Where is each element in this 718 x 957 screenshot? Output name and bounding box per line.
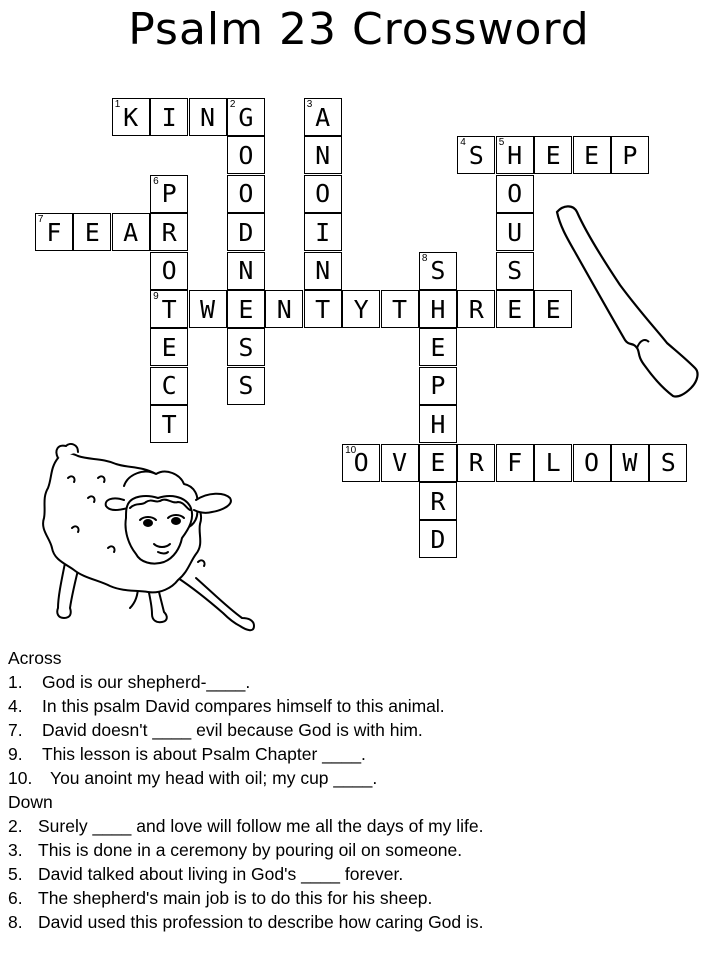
cell-letter: T	[391, 294, 408, 324]
grid-cell	[227, 136, 265, 174]
grid-cell	[496, 136, 534, 174]
clue-number: 3	[306, 99, 313, 110]
cell-letter: N	[315, 256, 331, 286]
grid-cell	[419, 252, 457, 290]
grid-cell	[150, 213, 188, 251]
grid-cell	[496, 175, 534, 213]
clue-across-10: 10. You anoint my head with oil; my cup ____.	[8, 768, 378, 788]
clue-number: 7	[37, 214, 44, 226]
cell-letter: S	[238, 332, 254, 362]
clue-number: 6	[153, 175, 159, 187]
cell-letter: E	[238, 294, 254, 324]
cell-letter: R	[430, 486, 446, 516]
clue-down-5: 5. David talked about living in God's ____ forever.	[8, 864, 404, 884]
grid-cell	[150, 252, 188, 290]
cell-letter: P	[430, 371, 446, 401]
grid-cell	[457, 444, 495, 482]
grid-cell	[419, 405, 457, 443]
cell-letter: E	[84, 217, 100, 247]
grid-cell	[342, 444, 380, 482]
cell-letter: T	[315, 294, 331, 324]
grid-cell	[534, 444, 572, 482]
page-title: Psalm 23 Crossword	[128, 4, 590, 55]
sheep-icon	[28, 438, 268, 643]
cell-letter: C	[161, 371, 177, 401]
grid-cell	[189, 98, 227, 136]
cell-letter: F	[507, 448, 523, 478]
cell-letter: I	[161, 102, 177, 132]
cell-letter: K	[123, 102, 139, 132]
grid-cell	[227, 98, 265, 136]
clue-across-7: 7. David doesn't ____ evil because God is with him.	[8, 720, 423, 740]
grid-cell	[496, 444, 534, 482]
grid-cell	[419, 444, 457, 482]
cell-letter: E	[161, 332, 177, 362]
grid-cell	[150, 328, 188, 366]
clue-number: 9	[153, 291, 159, 302]
down-heading: Down	[8, 792, 53, 812]
grid-cell	[73, 213, 111, 251]
staff-icon	[545, 200, 705, 410]
grid-cell	[419, 290, 457, 328]
cell-letter: A	[315, 102, 331, 132]
grid-cell	[150, 290, 188, 328]
grid-cell	[265, 290, 303, 328]
cell-letter: E	[507, 294, 523, 324]
cell-letter: H	[507, 140, 523, 170]
grid-cell	[611, 444, 649, 482]
clue-list	[8, 646, 708, 934]
cell-letter: E	[545, 140, 561, 170]
across-heading: Across	[8, 648, 62, 668]
cell-letter: O	[238, 140, 254, 170]
cell-letter: P	[622, 140, 638, 170]
cell-letter: H	[430, 409, 446, 439]
cell-letter: N	[238, 256, 254, 286]
grid-cell	[227, 328, 265, 366]
clue-number: 2	[229, 99, 236, 110]
cell-letter: R	[161, 217, 177, 247]
grid-cell	[304, 175, 342, 213]
cell-letter: S	[430, 256, 446, 286]
cell-letter: R	[468, 294, 484, 324]
grid-cell	[112, 213, 150, 251]
grid-cell	[457, 290, 495, 328]
cell-letter: O	[315, 179, 331, 209]
cell-letter: A	[123, 217, 139, 247]
grid-cell	[457, 136, 495, 174]
grid-cell	[304, 136, 342, 174]
grid-cell	[611, 136, 649, 174]
grid-cell	[496, 252, 534, 290]
clue-number: 1	[114, 99, 121, 110]
clue-number: 10	[345, 444, 357, 456]
cell-letter: N	[315, 140, 331, 170]
grid-cell	[304, 213, 342, 251]
grid-cell	[419, 482, 457, 520]
cell-letter: L	[545, 448, 561, 478]
grid-cell	[573, 444, 611, 482]
cell-letter: F	[46, 217, 62, 247]
clue-number: 4	[460, 137, 466, 149]
grid-cell	[496, 213, 534, 251]
cell-letter: P	[161, 179, 177, 209]
cell-letter: O	[583, 448, 600, 478]
clue-down-2: 2. Surely ____ and love will follow me all the days of my life.	[8, 816, 484, 836]
grid-cell	[534, 136, 572, 174]
cell-letter: N	[276, 294, 292, 324]
cell-letter: E	[583, 140, 600, 170]
grid-cell	[227, 213, 265, 251]
cell-letter: O	[507, 179, 523, 209]
clue-down-6: 6. The shepherd's main job is to do this for his sheep.	[8, 888, 433, 908]
cell-letter: H	[430, 294, 446, 324]
grid-cell	[227, 252, 265, 290]
cell-letter: E	[430, 448, 446, 478]
clue-number: 8	[421, 252, 428, 264]
grid-cell	[381, 444, 419, 482]
cell-letter: D	[238, 217, 254, 247]
cell-letter: O	[353, 448, 369, 478]
cell-letter: S	[507, 256, 523, 286]
grid-cell	[649, 444, 687, 482]
cell-letter: O	[161, 256, 177, 286]
cell-letter: S	[238, 371, 254, 401]
clue-down-8: 8. David used this profession to describe how caring God is.	[8, 912, 484, 932]
cell-letter: T	[161, 294, 177, 324]
cell-letter: R	[468, 448, 484, 478]
cell-letter: V	[391, 448, 408, 478]
grid-cell	[227, 290, 265, 328]
grid-cell	[150, 367, 188, 405]
grid-cell	[35, 213, 73, 251]
grid-cell	[304, 290, 342, 328]
grid-cell	[227, 367, 265, 405]
grid-cell	[189, 290, 227, 328]
cell-letter: Y	[353, 294, 369, 324]
clue-down-3: 3. This is done in a ceremony by pouring oil on someone.	[8, 840, 463, 860]
cell-letter: O	[238, 179, 254, 209]
cell-letter: E	[430, 332, 446, 362]
grid-cell	[419, 328, 457, 366]
cell-letter: S	[468, 140, 484, 170]
grid-cell	[304, 98, 342, 136]
cell-letter: D	[430, 524, 446, 554]
grid-cell	[496, 290, 534, 328]
grid-cell	[150, 175, 188, 213]
cell-letter: T	[161, 409, 177, 439]
grid-cell	[381, 290, 419, 328]
cell-letter: E	[545, 294, 561, 324]
grid-cell	[112, 98, 150, 136]
cell-letter: N	[199, 102, 216, 132]
clue-across-9: 9. This lesson is about Psalm Chapter ____.	[8, 744, 366, 764]
clue-across-1: 1. God is our shepherd-____.	[8, 672, 251, 692]
grid-cell	[342, 290, 380, 328]
grid-cell	[419, 520, 457, 558]
grid-cell	[150, 98, 188, 136]
grid-cell	[419, 367, 457, 405]
cell-letter: S	[660, 448, 676, 478]
cell-letter: U	[507, 217, 523, 247]
cell-letter: I	[315, 217, 331, 247]
grid-cell	[304, 252, 342, 290]
clue-number: 5	[498, 137, 505, 149]
grid-cell	[573, 136, 611, 174]
cell-letter: W	[199, 294, 216, 324]
grid-cell	[227, 175, 265, 213]
cell-letter: G	[238, 102, 254, 132]
clue-across-4: 4. In this psalm David compares himself to this animal.	[8, 696, 445, 716]
cell-letter: W	[622, 448, 638, 478]
